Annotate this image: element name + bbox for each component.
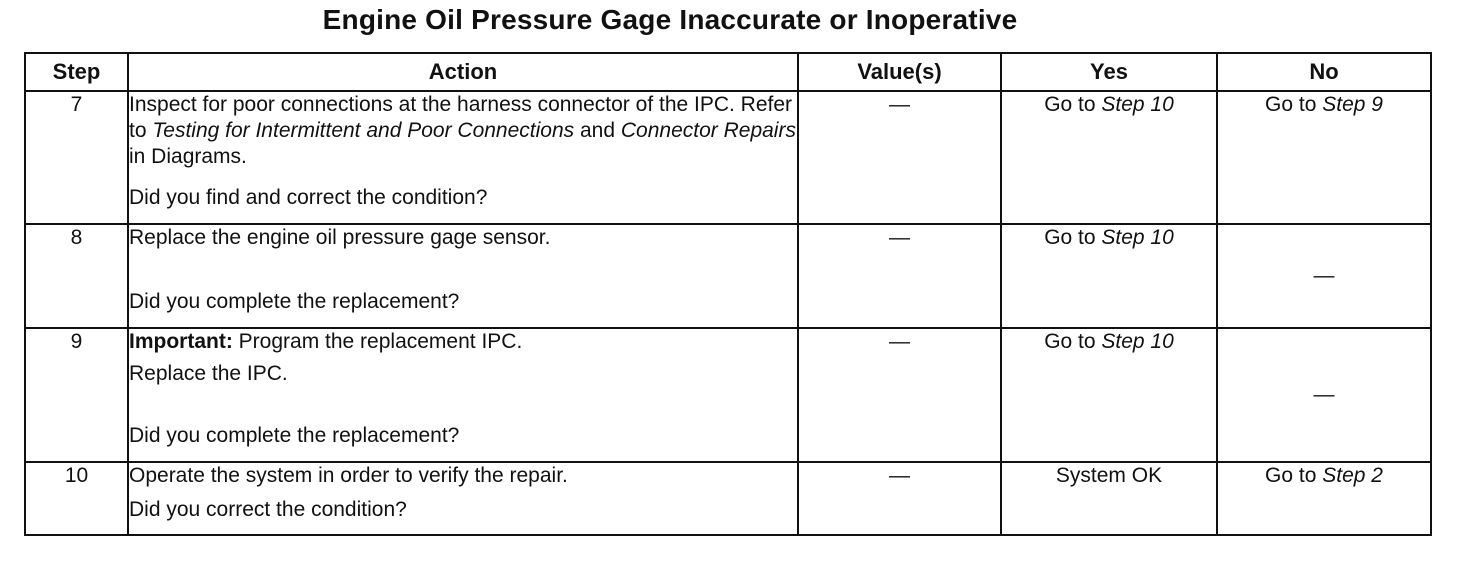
- dash: —: [889, 93, 910, 116]
- reference-link: Testing for Intermittent and Poor Connections: [152, 119, 575, 142]
- step-reference: Step 10: [1101, 330, 1174, 353]
- important-note: Important: Program the replacement IPC.: [129, 330, 523, 353]
- header-step: Step: [25, 53, 128, 91]
- yes-cell: Go to Step 10: [1001, 91, 1217, 224]
- yes-cell: Go to Step 10: [1001, 224, 1217, 328]
- action-cell: [128, 328, 798, 462]
- action-instruction: Replace the engine oil pressure gage sensor.: [129, 226, 551, 249]
- no-cell: [1217, 328, 1431, 462]
- value-cell: [798, 91, 1001, 224]
- action-instruction: Inspect for poor connections at the harness connector of the IPC. Refer to Testing for Intermittent and Poor Connections and Connector Repairs in Diagrams.: [129, 93, 796, 168]
- dash: —: [889, 226, 910, 249]
- yes-cell: System OK: [1001, 462, 1217, 535]
- header-yes: Yes: [1001, 53, 1217, 91]
- action-instruction: Replace the IPC.: [129, 362, 288, 385]
- step-reference: Step 9: [1322, 93, 1383, 116]
- step-reference: Step 2: [1322, 464, 1383, 487]
- step-number: 7: [25, 91, 128, 224]
- diagnostic-table: [24, 52, 1432, 536]
- action-question: Did you correct the condition?: [129, 498, 407, 521]
- dash: —: [1313, 264, 1335, 287]
- important-label: Important:: [129, 330, 233, 353]
- table-header-row: [25, 53, 1431, 91]
- no-cell: Go to Step 2: [1217, 462, 1431, 535]
- yes-cell: Go to Step 10: [1001, 328, 1217, 462]
- header-action: Action: [128, 53, 798, 91]
- page-title: Engine Oil Pressure Gage Inaccurate or Inoperative: [322, 4, 1018, 35]
- action-cell: [128, 462, 798, 535]
- dash: —: [889, 464, 910, 487]
- table-row: [25, 462, 1431, 535]
- value-cell: [798, 462, 1001, 535]
- table-row: [25, 224, 1431, 328]
- value-cell: [798, 328, 1001, 462]
- step-reference: Step 10: [1101, 226, 1174, 249]
- step-reference: Step 10: [1101, 93, 1174, 116]
- step-number: 8: [25, 224, 128, 328]
- action-instruction: Operate the system in order to verify the repair.: [129, 464, 568, 487]
- step-number: 9: [25, 328, 128, 462]
- table-row: [25, 91, 1431, 224]
- value-cell: [798, 224, 1001, 328]
- action-question: Did you find and correct the condition?: [129, 186, 488, 209]
- dash: —: [889, 330, 910, 353]
- table-row: [25, 328, 1431, 462]
- action-question: Did you complete the replacement?: [129, 290, 460, 313]
- action-cell: [128, 224, 798, 328]
- no-cell: Go to Step 9: [1217, 91, 1431, 224]
- header-no: No: [1217, 53, 1431, 91]
- reference-link: Connector Repairs: [620, 119, 796, 142]
- dash: —: [1313, 383, 1335, 406]
- header-values: Value(s): [798, 53, 1001, 91]
- action-question: Did you complete the replacement?: [129, 424, 460, 447]
- action-cell: [128, 91, 798, 224]
- no-cell: [1217, 224, 1431, 328]
- step-number: 10: [25, 462, 128, 535]
